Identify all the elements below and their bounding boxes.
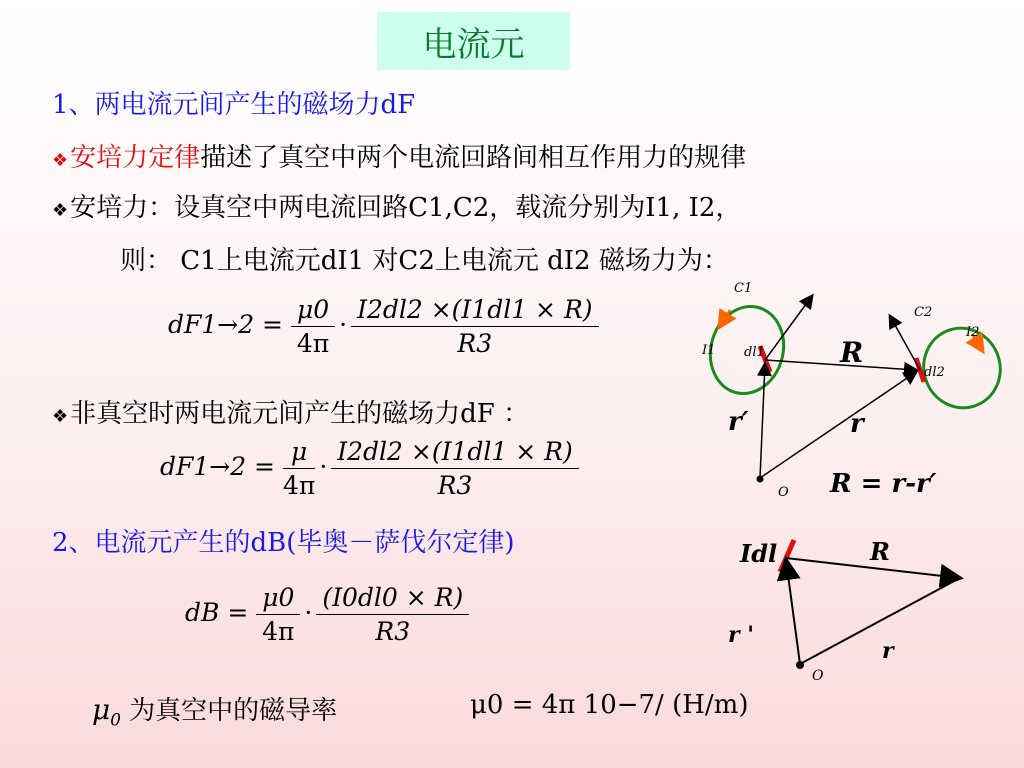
eq1-lhs: dF1→2 = [168,310,284,339]
label-i1: I1 [702,343,716,358]
bullet2-text: 安培力：设真空中两电流回路C1,C2，载流分别为I1, I2， [70,193,742,223]
figure-two-current-loops [690,278,1020,510]
origin-point [757,476,764,483]
equation-force-vacuum: dF1→2 = $\frac{\mu 0}{4\pi}$ · $\frac{I2dl2 \times(I1dl1 \times R)}{R3}$ [168,295,599,358]
label-o: O [778,485,789,500]
bullet2 [52,187,741,224]
label-r: r [850,409,864,439]
label-R: R [870,537,890,566]
label-o: O [812,668,824,684]
eq3-fraction: $\frac{(I0dl0 \times R)}{R3}$ [316,583,469,646]
current-i1-arrow [720,310,730,326]
eq2-coefficient: $\frac{\mu}{4\pi}$ [282,437,316,500]
vector-r-prime [786,560,800,664]
mu0-value: μ0 = 4π 10−7/ (H/m) [470,690,749,720]
bullet3-text: 非真空时两电流元间产生的磁场力dF ： [70,399,530,429]
section1-heading: 1、两电流元间产生的磁场力dF [52,90,416,120]
section2-heading: 2、电流元产生的dB(毕奥－萨伐尔定律) [52,528,515,558]
eq1-coefficient: $\frac{\mu 0}{4\pi}$ [291,295,335,358]
origin-point [796,661,804,669]
vector-r-prime [760,364,765,478]
label-dl2: dl2 [924,365,945,380]
vector-r [800,580,956,664]
eq3-lhs: dB = [185,598,249,627]
force-arrow-2 [890,316,920,370]
figure-biot-savart [720,528,980,688]
label-relation: R = r-r′ [830,469,937,499]
label-i2: I2 [966,325,980,340]
label-c2: C2 [914,305,933,320]
label-r: r [882,638,894,664]
bullet-diamond-icon: ❖ [52,150,69,171]
eq2-fraction: $\frac{I2dl2 \times(I1dl1 \times R)}{R3}$ [331,437,578,500]
bullet-diamond-icon: ❖ [52,200,69,221]
bullet1 [52,137,746,174]
page-title-text: 电流元 [422,24,525,65]
equation-force-medium: dF1→2 = $\frac{\mu}{4\pi}$ · $\frac{I2dl2 \times(I1dl1 \times R)}{R3}$ [160,437,579,500]
then-line: 则： C1上电流元dI1 对C2上电流元 dI2 磁场力为： [120,246,729,276]
force-arrow-1 [765,296,812,360]
ampere-law-term: 安培力定律 [70,143,201,173]
bullet-diamond-icon: ❖ [52,406,69,427]
eq3-coefficient: $\frac{\mu 0}{4\pi}$ [256,583,300,646]
mu0-definition: $\mu_0$ 为真空中的磁导率 [92,693,338,730]
label-idl: Idl [740,539,778,568]
label-dl1: dl1 [744,345,765,360]
eq1-fraction: $\frac{I2dl2 \times(I1dl1 \times R)}{R3}$ [351,295,598,358]
bullet3 [52,393,529,430]
label-c1: C1 [734,281,753,296]
bullet1-text: 描述了真空中两个电流回路间相互作用力的规律 [200,143,747,173]
mu0-text: 为真空中的磁导率 [129,696,338,726]
label-R: R [840,336,864,369]
equation-biot-savart: dB = $\frac{\mu 0}{4\pi}$ · $\frac{(I0dl0 \times R)}{R3}$ [185,583,469,646]
page-title [377,12,570,70]
vector-r [760,372,916,478]
eq2-lhs: dF1→2 = [160,452,276,481]
label-r-prime: r′ [728,407,749,437]
label-r-prime: r ' [728,622,754,648]
